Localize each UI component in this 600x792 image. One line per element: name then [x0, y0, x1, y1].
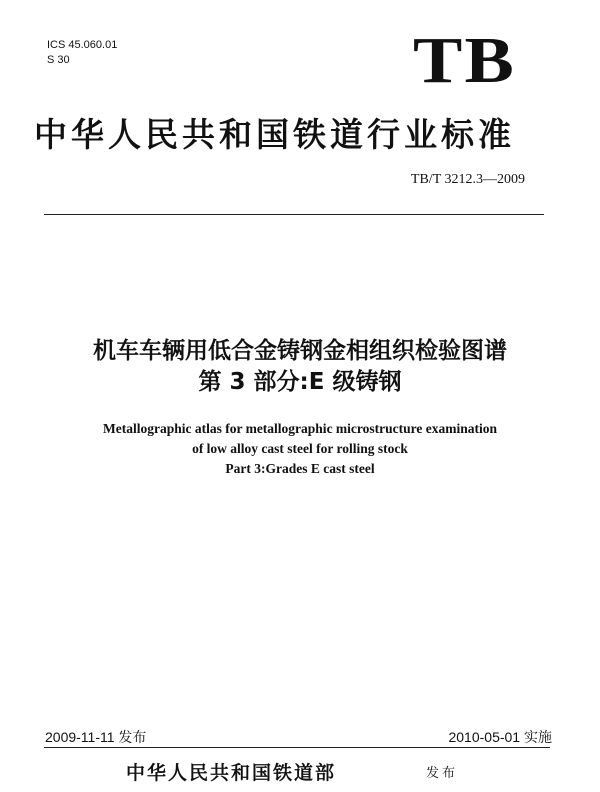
- chinese-title-line-2: 第 3 部分:E 级铸钢: [198, 369, 402, 395]
- issuing-authority: 中华人民共和国铁道部: [126, 762, 337, 784]
- ccs-code: S 30: [47, 54, 70, 66]
- english-title-line-3: Part 3:Grades E cast steel: [225, 461, 375, 476]
- english-title-line-2: of low alloy cast steel for rolling stock: [192, 441, 408, 456]
- implementation-date: 2010-05-01 实施: [448, 729, 552, 745]
- header-divider: [44, 214, 544, 215]
- issue-date: 2009-11-11 发布: [45, 729, 147, 745]
- standard-type-heading: 中华人民共和国铁道行业标准: [34, 115, 515, 154]
- chinese-title-line-1: 机车车辆用低合金铸钢金相组织检验图谱: [93, 338, 507, 364]
- english-title-line-1: Metallographic atlas for metallographic microstructure examination: [102, 421, 498, 436]
- publish-label: 发布: [426, 766, 459, 781]
- standard-logo: TB: [412, 24, 516, 97]
- ics-code: ICS 45.060.01: [47, 39, 118, 51]
- footer-divider: [44, 747, 550, 748]
- standard-number: TB/T 3212.3—2009: [410, 172, 525, 187]
